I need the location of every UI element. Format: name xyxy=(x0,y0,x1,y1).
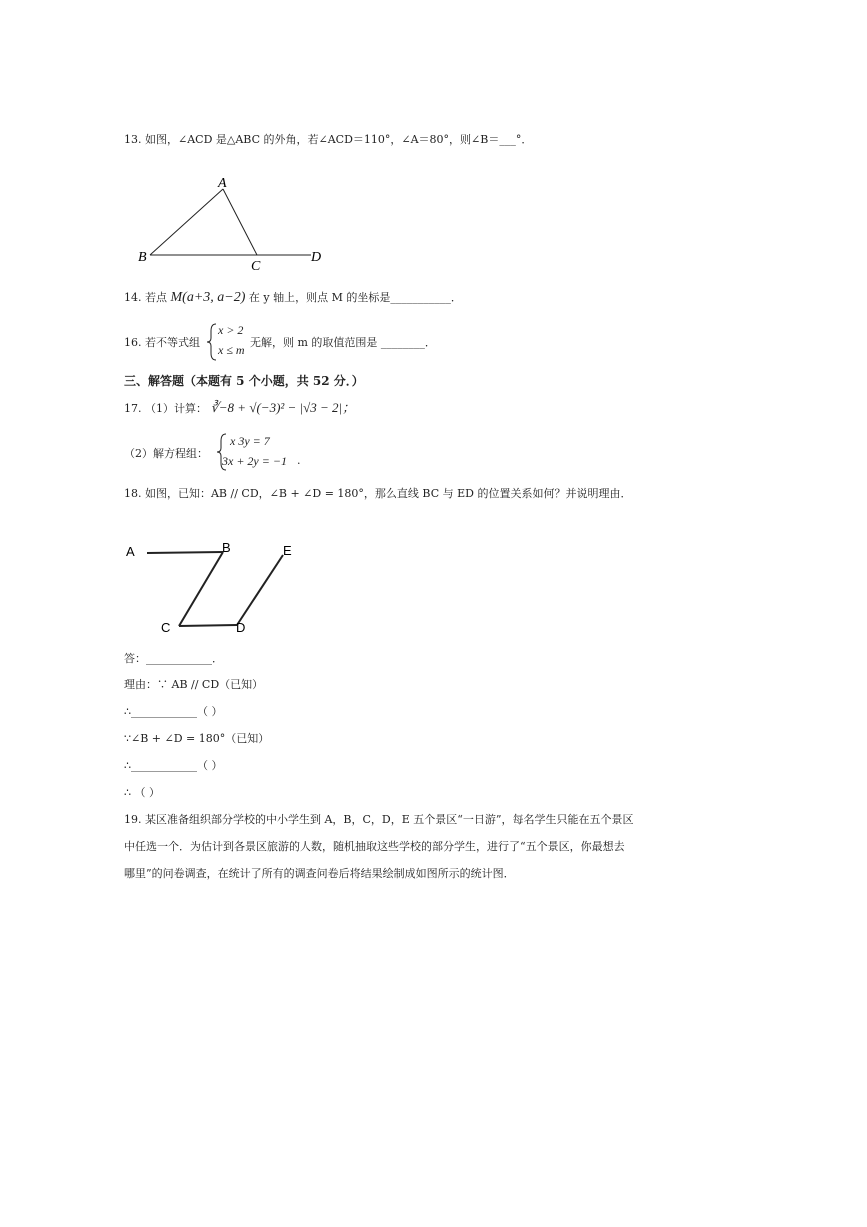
q13-label-c: C xyxy=(251,259,261,274)
q13-label-b: B xyxy=(138,250,147,265)
q16-row2: x ≤ m xyxy=(218,343,245,357)
q18-segment-ab xyxy=(147,552,223,553)
q18-segment-bc xyxy=(179,552,223,626)
q18-step3: ∴ （ ） xyxy=(124,786,160,799)
q17-row1: x 3y = 7 xyxy=(230,434,270,448)
q18-stem: 18. 如图，已知：AB // CD，∠B + ∠D = 180°，那么直线 BC 与 ED 的位置关系如何？并说明理由． xyxy=(124,487,632,500)
q13-segment-ba xyxy=(150,189,223,255)
q18-segment-cd xyxy=(179,625,237,626)
q17-part1 xyxy=(124,400,355,417)
q18-answer: 答：____________． xyxy=(124,652,223,665)
q19-line1: 19. 某区准备组织部分学校的中小学生到 A，B，C，D，E 五个景区“一日游”，每名学生只能在五个景区 xyxy=(124,813,634,826)
q19-line3: 哪里”的问卷调查，在统计了所有的调查问卷后将结果绘制成如图所示的统计图． xyxy=(124,867,515,880)
q14-after: 在 y 轴上，则点 M 的坐标是___________． xyxy=(248,291,462,304)
q17-part1-expr: ∛−8 + √(−3)² − |√3 − 2|； xyxy=(210,400,356,415)
q18-label-b: B xyxy=(222,540,231,555)
q16-before: 若不等式组 xyxy=(145,336,200,349)
q13-label-a: A xyxy=(218,176,227,191)
q18-reason: 理由：∵ AB // CD（已知） xyxy=(124,678,264,691)
q16-num: 16. xyxy=(124,336,142,349)
q13-label-d: D xyxy=(311,250,322,265)
q14-text xyxy=(124,290,462,306)
q18-label-a: A xyxy=(126,544,135,559)
q17-part2-label: （2）解方程组： xyxy=(124,447,208,460)
q17-part1-label: 17. （1）计算： xyxy=(124,402,207,415)
q14-num: 14. xyxy=(124,291,142,304)
q18-label-d: D xyxy=(236,620,246,635)
q18-figure xyxy=(120,540,320,640)
q18-segment-de xyxy=(237,555,283,625)
q13-text: 13. 如图，∠ACD 是△ABC 的外角，若∠ACD＝110°，∠A＝80°，则∠B＝___°． xyxy=(124,133,533,146)
q17-end: . xyxy=(297,454,301,467)
q17-row2: 3x + 2y = −1 xyxy=(222,454,287,468)
q13-triangle-figure xyxy=(135,172,335,272)
q18-step2: ∴____________（ ） xyxy=(124,759,223,772)
q18-label-c: C xyxy=(161,620,171,635)
q16-after: 无解，则 m 的取值范围是 ________． xyxy=(250,336,436,349)
q18-given2: ∵∠B + ∠D = 180°（已知） xyxy=(124,732,270,745)
q16-prefix xyxy=(124,335,200,351)
q18-step1: ∴____________（ ） xyxy=(124,705,223,718)
q14-before: 若点 xyxy=(145,291,167,304)
section3-heading: 三、解答题（本题有 5 个小题，共 52 分．） xyxy=(124,374,364,388)
q13-segment-ac xyxy=(223,189,257,255)
q16-brace xyxy=(206,323,218,361)
q14-point: M(a+3, a−2) xyxy=(170,290,246,305)
q16-row1: x > 2 xyxy=(218,323,244,337)
q18-label-e: E xyxy=(283,543,292,558)
q19-line2: 中任选一个．为估计到各景区旅游的人数，随机抽取这些学校的部分学生，进行了“五个景区，你最想去 xyxy=(124,840,625,853)
